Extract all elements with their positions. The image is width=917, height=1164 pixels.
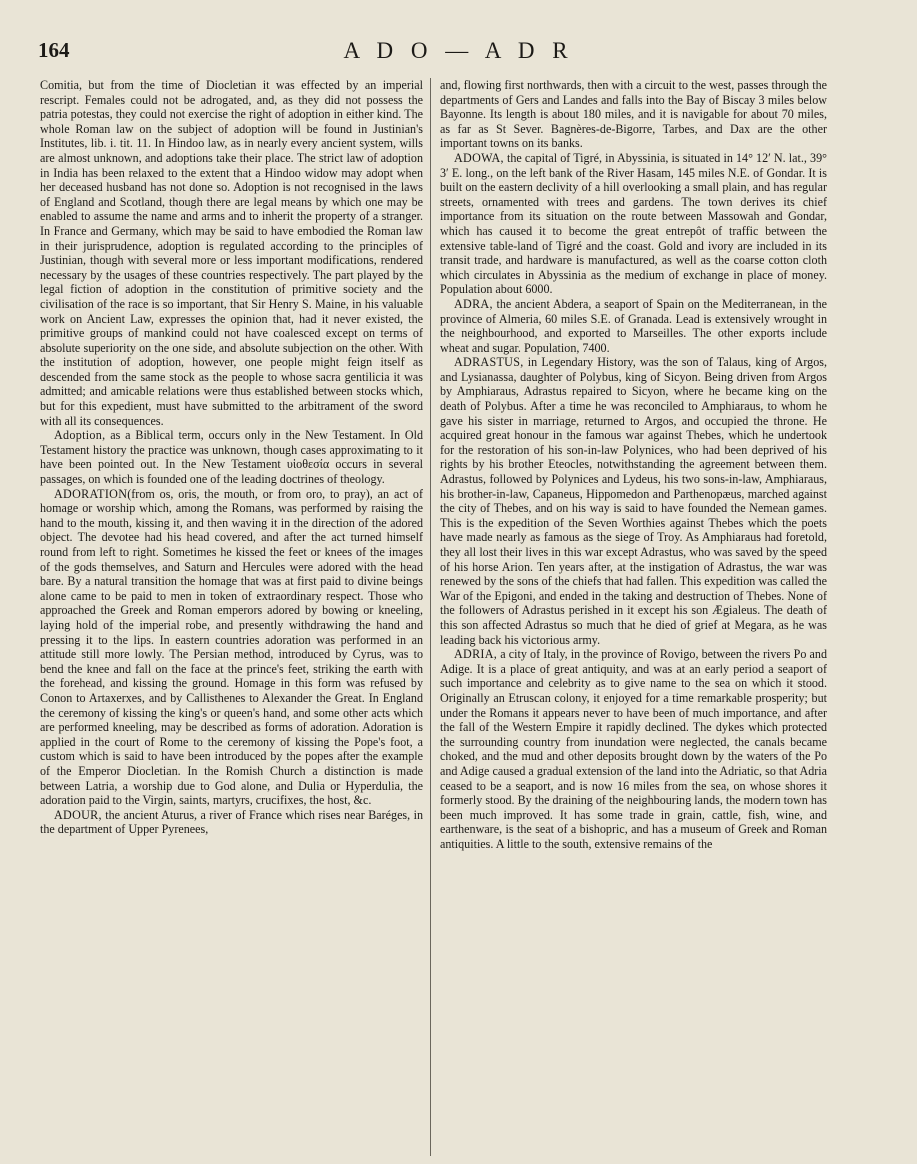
running-head: A D O — A D R — [343, 38, 574, 63]
page-number: 164 — [38, 38, 70, 62]
entry-adra — [440, 297, 827, 355]
entry-adour-continued: and, flowing first northwards, then with a circuit to the west, passes through the departments of Gers and Landes and falls into the Bay of Biscay 3 miles below Bayonne. Its length is about 180 miles, and it is navigable for about 70 miles, as far as St Sever. Bagnères-de-Bigorre, Tarbes, and Dax are the other important towns on its banks. — [440, 78, 827, 151]
entry-adoration — [40, 487, 423, 808]
headword: ADOWA, — [454, 150, 504, 165]
entry-text: the ancient Abdera, a seaport of Spain on the Mediterranean, in the province of Almeria, 60 miles S.E. of Granada. Lead is extensively wrought in the neighbourhood, and exported to Marseilles. The other exports include wheat and sugar. Population, 7400. — [440, 296, 827, 355]
page-header — [38, 38, 879, 68]
entry-text: in Legendary History, was the son of Talaus, king of Argos, and Lysianassa, daughter of Polybus, king of Sicyon. Being driven from Argos by Amphiaraus, Adrastus repaired to Sicyon, where he became king on the death of Polybus. After a time he was reconciled to Amphiaraus, to whom he gave his sister in marriage, returned to Argos, and occupied the throne. He acquired great honour in the famous war against Thebes, which he undertook for the restoration of his son-in-law Polynices, who had been deprived of his rights by his brother Eteocles, notwithstanding the agreement between them. Adrastus, followed by Polynices and Lydeus, his two sons-in-law, Amphiaraus, his brother-in-law, Capaneus, Hippomedon and Parthenopæus, marched against the city of Thebes, and on his way is said to have founded the Nemean games. This is the expedition of the Seven Worthies against Thebes which the poets have made nearly as famous as the siege of Troy. As Amphiaraus had foretold, they all lost their lives in this war except Adrastus, who was saved by the speed of his horse Arion. Ten years after, at the instigation of Adrastus, the war was renewed by the sons of the chiefs that had fallen. This expedition was called the War of the Epigoni, and ended in the taking and destruction of Thebes. None of the followers of Adrastus perished in it except his son Ægialeus. The death of this son affected Adrastus so much that he died of grief at Megara, as he was leading back his victorious army. — [440, 355, 827, 647]
entry-text: the ancient Aturus, a river of France which rises near Baréges, in the department of Upper Pyrenees, — [40, 807, 423, 837]
headword: Adoption, — [54, 428, 106, 443]
entry-adoption-continued: Comitia, but from the time of Diocletian it was effected by an imperial rescript. Females could not be adrogated, and, as they did not possess the patria potestas, they could not exercise the right of adoption in either kind. The whole Roman law on the subject of adoption will be found in Justinian's Institutes, lib. i. tit. 11. In Hindoo law, as in nearly every ancient system, wills are almost unknown, and adoptions take their place. The strict law of adoption in India has been relaxed to the extent that a Hindoo widow may adopt when her deceased husband has not done so. Adoption is not recognised in the laws of England and Scotland, though there are legal means by which one may be enabled to assume the name and arms and to inherit the property of a stranger. In France and Germany, which may be said to have embodied the Roman law in their jurisprudence, adoption is regulated according to the principles of Justinian, though with several more or less important modifications, rendered necessary by the usages of these countries respectively. The part played by the legal fiction of adoption in the constitution of primitive society and the civilisation of the race is so important, that Sir Henry S. Maine, in his valuable work on Ancient Law, expresses the opinion that, had it never existed, the primitive groups of mankind could not have coalesced except on terms of absolute superiority on the one side, and absolute subjection on the other. With the institution of adoption, however, one people might feign itself as descended from the same stock as the people to whose sacra gentilicia it was admitted; and amicable relations were thus established between stocks which, but for this expedient, must have submitted to the arbitrament of the sword with all its consequences. — [40, 78, 423, 428]
headword: ADRA, — [454, 296, 493, 311]
headword: ADORATION — [54, 486, 128, 501]
entry-adrastus — [440, 355, 827, 647]
column-divider — [430, 78, 431, 1156]
right-column — [440, 78, 827, 1158]
entry-text: (from os, oris, the mouth, or from oro, to pray), an act of homage or worship which, among the Romans, was performed by raising the hand to the mouth, kissing it, and then waving it in the direction of the adored object. The devotee had his head covered, and after the act turned himself round from left to right. Sometimes he kissed the feet or knees of the images of the gods themselves, and Saturn and Hercules were adored with the head bare. By a natural transition the homage that was at first paid to divine beings alone came to be paid to men in token of extraordinary respect. Those who approached the Greek and Roman emperors adored by bowing or kneeling, laying hold of the imperial robe, and presently withdrawing the hand and pressing it to the lips. In eastern countries adoration was performed in an attitude still more lowly. The Persian method, introduced by Cyrus, was to bend the knee and fall on the face at the prince's feet, striking the earth with the forehead, and kissing the ground. Homage in this form was refused by Conon to Artaxerxes, and by Callisthenes to Alexander the Great. In England the ceremony of kissing the king's or queen's hand, and some other acts which are performed kneeling, may be described as forms of adoration. Adoration is applied in the court of Rome to the ceremony of kissing the Pope's foot, a custom which is said to have been introduced by the popes after the example of the Emperor Diocletian. In the Romish Church a distinction is made between Latria, a worship due to God alone, and Dulia or Hyperdulia, the adoration paid to the Virgin, saints, martyrs, crucifixes, the host, &c. — [40, 486, 423, 808]
entry-text: a city of Italy, in the province of Rovigo, between the rivers Po and Adige. It is a place of great antiquity, and was at an early period a seaport of such importance and celebrity as to give name to the sea on which it stood. Originally an Etruscan colony, it enjoyed for a time remarkable prosperity; but under the Romans it appears never to have been of much importance, and after the fall of the Western Empire it rapidly declined. The dykes which protected the surrounding country from inundation were neglected, the canals became choked, and the mud and other deposits brought down by the waters of the Po and Adige caused a gradual extension of the land into the Adriatic, so that Adria ceased to be a seaport, and is now 16 miles from the sea, on whose shores it formerly stood. By the draining of the neighbouring lands, the modern town has been much improved. It has some trade in grain, cattle, fish, wine, and earthenware, is the seat of a bishopric, and has a museum of Greek and Roman antiquities. A little to the south, extensive remains of the — [440, 647, 827, 851]
entry-text: the capital of Tigré, in Abyssinia, is situated in 14° 12′ N. lat., 39° 3′ E. long., on the left bank of the River Hasam, 145 miles N.E. of Gondar. It is built on the eastern declivity of a hill overlooking a small plain, and has regular streets, ornamented with trees and gardens. The town derives its chief importance from its situation on the route between Massowah and Gondar, which has caused it to become the great entrepôt of traffic between the extensive table-land of Tigré and the coast. Gold and ivory are included in its transit trade, and hardware is manufactured, as well as the coarse cotton cloth which circulates in Abyssinia as the medium of exchange in place of money. Population about 6000. — [440, 150, 827, 297]
entry-adour — [40, 808, 423, 837]
entry-adoption-biblical — [40, 428, 423, 486]
headword: ADRASTUS, — [454, 355, 524, 370]
headword: ADRIA, — [454, 647, 498, 662]
entry-text: as a Biblical term, occurs only in the New Testament. In Old Testament history the practice was unknown, though cases approximating to it have been pointed out. In the New Testament υἱοθεσία occurs in several passages, on which is founded one of the leading doctrines of theology. — [40, 428, 423, 487]
left-column — [40, 78, 423, 1158]
entry-adria — [440, 647, 827, 851]
headword: ADOUR, — [54, 807, 102, 822]
entry-adowa — [440, 151, 827, 297]
